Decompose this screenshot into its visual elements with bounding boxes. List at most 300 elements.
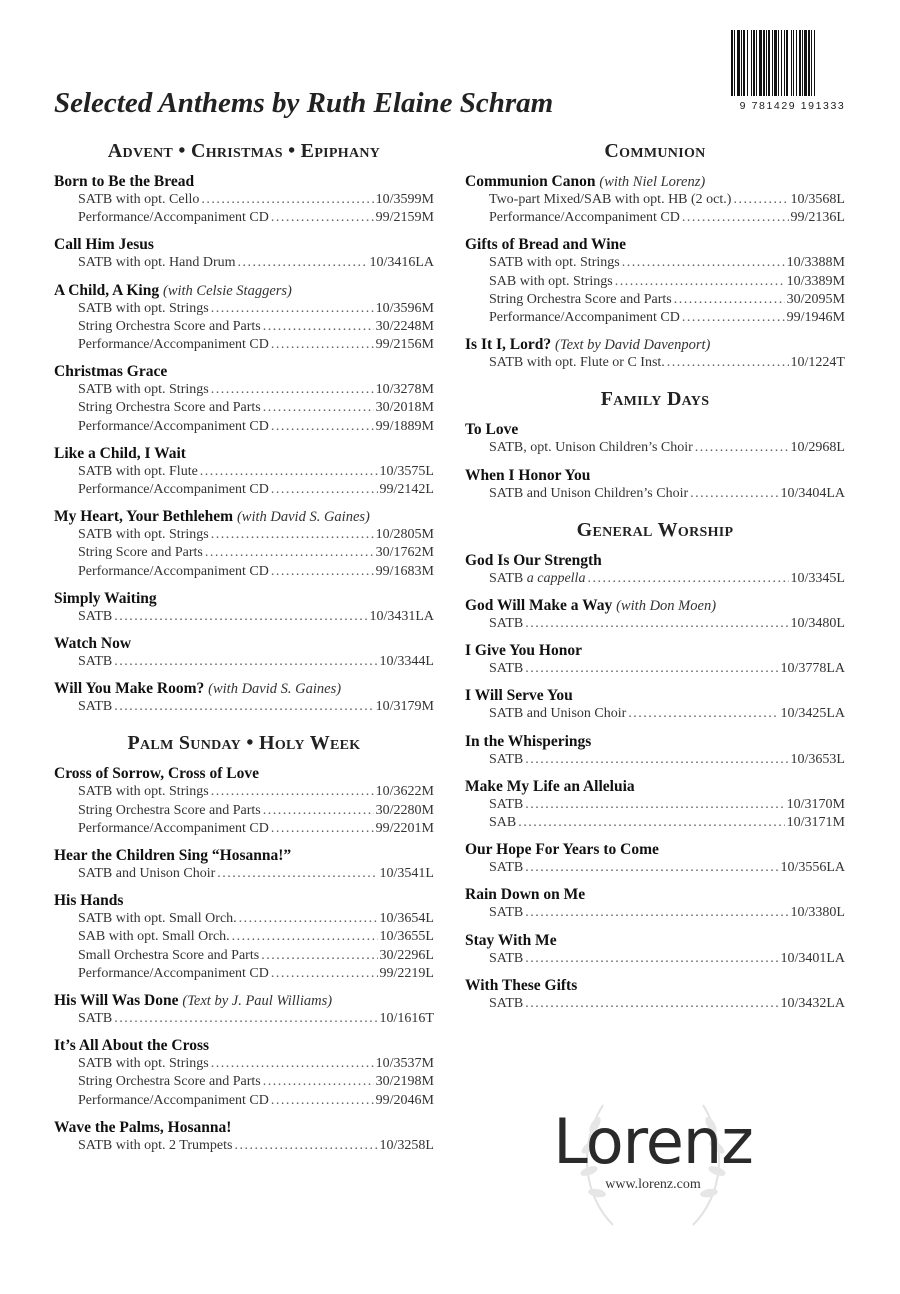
edition-voicing: SATB with opt. 2 Trumpets xyxy=(78,1137,233,1153)
edition-description xyxy=(78,254,236,272)
edition-number: 30/2248M xyxy=(375,318,434,334)
edition-description xyxy=(78,865,215,883)
barcode-bar xyxy=(751,30,752,96)
anthem-credit: (Text by J. Paul Williams) xyxy=(182,993,333,1010)
edition-description xyxy=(78,947,259,965)
edition-voicing: SATB xyxy=(489,905,524,921)
anthem-title: With These Gifts xyxy=(465,976,578,994)
anthem-entry xyxy=(54,363,434,436)
edition-voicing: Performance/Accompaniment CD xyxy=(78,820,269,836)
edition-voicing: Performance/Accompaniment CD xyxy=(78,210,269,226)
dot-leader xyxy=(587,570,788,588)
edition-description xyxy=(78,1010,112,1028)
edition-description xyxy=(78,191,199,209)
edition-voicing: SATB with opt. Flute or C Inst. xyxy=(489,355,665,371)
edition-row xyxy=(465,191,845,209)
edition-number: 10/3278M xyxy=(375,382,434,398)
anthem-title-line xyxy=(465,778,845,796)
dot-leader xyxy=(622,254,785,272)
edition-description xyxy=(489,485,688,503)
edition-description xyxy=(78,820,269,838)
edition-voicing: SATB with opt. Strings xyxy=(78,1056,209,1072)
anthem-title: Like a Child, I Wait xyxy=(54,444,186,462)
anthem-entry xyxy=(54,1037,434,1110)
edition-number: 99/1946M xyxy=(786,310,845,326)
anthem-entry xyxy=(54,892,434,983)
anthem-title-line xyxy=(54,992,434,1010)
dot-leader xyxy=(682,209,789,227)
anthem-entry xyxy=(465,886,845,922)
edition-number: 10/3425LA xyxy=(780,706,845,722)
dot-leader xyxy=(518,814,784,832)
barcode-digits: 9 781429 191333 xyxy=(739,100,846,112)
barcode xyxy=(730,30,855,118)
dot-leader xyxy=(211,300,374,318)
anthem-credit: (with Niel Lorenz) xyxy=(599,174,706,190)
dot-leader xyxy=(271,563,374,581)
barcode-bar xyxy=(796,30,797,96)
edition-row xyxy=(465,859,845,877)
edition-row xyxy=(465,705,845,723)
anthem-entry xyxy=(54,1119,434,1155)
dot-leader xyxy=(628,705,778,723)
edition-number: 10/3480L xyxy=(790,616,845,632)
dot-leader xyxy=(263,1073,374,1091)
edition-voicing: SATB and Unison Children’s Choir xyxy=(489,485,689,501)
edition-voicing: SATB xyxy=(489,661,524,677)
edition-number: 10/3258L xyxy=(379,1137,434,1153)
edition-description xyxy=(78,318,261,336)
edition-number: 10/3432LA xyxy=(780,995,845,1011)
edition-number: 10/3622M xyxy=(375,784,434,800)
anthem-title-line xyxy=(465,421,845,439)
edition-description xyxy=(78,481,269,499)
edition-voicing: SATB xyxy=(489,950,524,966)
edition-description xyxy=(78,965,269,983)
dot-leader xyxy=(211,1055,374,1073)
barcode-bar xyxy=(814,30,815,96)
barcode-bar xyxy=(781,30,782,96)
dot-leader xyxy=(271,418,374,436)
edition-description xyxy=(489,209,680,227)
edition-voicing: SATB, opt. Unison Children’s Choir xyxy=(489,440,693,456)
edition-row xyxy=(54,463,434,481)
edition-row xyxy=(54,947,434,965)
edition-number: 10/3596M xyxy=(375,300,434,316)
edition-voicing: String Orchestra Score and Parts xyxy=(78,802,261,818)
edition-number: 10/3541L xyxy=(379,866,434,882)
anthem-title-line xyxy=(465,886,845,904)
anthem-title: Born to Be the Bread xyxy=(54,173,195,190)
dot-leader xyxy=(205,544,374,562)
edition-voicing: SATB xyxy=(78,608,113,624)
edition-row xyxy=(465,254,845,272)
edition-description xyxy=(78,608,112,626)
dot-leader xyxy=(263,399,374,417)
anthem-credit: (with David S. Gaines) xyxy=(236,509,370,526)
anthem-title: Call Him Jesus xyxy=(54,236,154,254)
anthem-entry xyxy=(54,992,434,1028)
anthem-title: Our Hope For Years to Come xyxy=(465,841,659,859)
edition-description xyxy=(78,209,269,227)
anthem-title: Is It I, Lord? xyxy=(465,336,552,354)
edition-description xyxy=(489,814,516,832)
anthem-title: Make My Life an Alleluia xyxy=(465,777,635,795)
dot-leader xyxy=(263,318,374,336)
anthem-title-line xyxy=(54,236,434,254)
section xyxy=(54,138,434,716)
anthem-entry xyxy=(54,236,434,272)
anthem-entry xyxy=(54,173,434,227)
barcode-bar xyxy=(756,30,757,96)
anthem-entry xyxy=(465,932,845,968)
barcode-bar xyxy=(772,30,773,96)
anthem-title-line xyxy=(54,680,434,698)
edition-number: 10/3171M xyxy=(786,815,845,831)
anthem-title-line xyxy=(465,552,845,570)
anthem-title-line xyxy=(54,1037,434,1055)
anthem-entry xyxy=(54,445,434,499)
edition-voicing: Performance/Accompaniment CD xyxy=(489,210,680,226)
edition-number: 99/2136L xyxy=(790,210,845,226)
section xyxy=(465,386,845,502)
anthem-title-line xyxy=(54,173,434,191)
edition-description xyxy=(78,698,112,716)
edition-description xyxy=(78,1055,209,1073)
edition-number: 30/2018M xyxy=(375,400,434,416)
edition-voicing: SATB and Unison Choir xyxy=(489,706,627,722)
section-title: Family Days xyxy=(600,388,710,411)
edition-number: 10/3599M xyxy=(375,192,434,207)
barcode-bar xyxy=(763,30,765,96)
publisher-logo xyxy=(548,1085,758,1235)
anthem-entry xyxy=(465,778,845,832)
edition-description xyxy=(78,783,209,801)
anthem-title-line xyxy=(465,336,845,354)
edition-number: 10/3388M xyxy=(786,255,845,271)
dot-leader xyxy=(234,1137,377,1155)
edition-row xyxy=(465,354,845,372)
edition-row xyxy=(54,526,434,544)
anthem-entry xyxy=(465,173,845,227)
edition-row xyxy=(465,904,845,922)
edition-row xyxy=(54,481,434,499)
edition-voicing: SATB with opt. Cello xyxy=(78,192,200,207)
anthem-title: God Is Our Strength xyxy=(465,551,602,569)
edition-description xyxy=(489,309,680,327)
edition-description xyxy=(78,418,269,436)
edition-row xyxy=(465,309,845,327)
edition-number: 30/1762M xyxy=(375,545,434,561)
dot-leader xyxy=(201,191,373,209)
edition-description xyxy=(78,653,112,671)
anthem-title: When I Honor You xyxy=(465,466,591,484)
edition-row xyxy=(54,802,434,820)
edition-voicing: Performance/Accompaniment CD xyxy=(78,1092,269,1108)
anthem-title-line xyxy=(54,1119,434,1137)
edition-row xyxy=(465,273,845,291)
barcode-bar xyxy=(808,30,810,96)
anthem-entry xyxy=(54,282,434,355)
anthem-entry xyxy=(54,680,434,716)
anthem-title-line xyxy=(54,847,434,865)
edition-voicing: SATB xyxy=(489,616,524,632)
dot-leader xyxy=(217,865,377,883)
edition-number: 99/2156M xyxy=(375,337,434,353)
edition-number: 10/3575L xyxy=(379,463,434,479)
dot-leader xyxy=(114,608,367,626)
dot-leader xyxy=(271,209,374,227)
dot-leader xyxy=(211,381,374,399)
dot-leader xyxy=(271,1092,374,1110)
anthem-title: In the Whisperings xyxy=(465,732,592,750)
dot-leader xyxy=(690,485,778,503)
anthem-title: Cross of Sorrow, Cross of Love xyxy=(54,765,259,783)
edition-number: 10/3380L xyxy=(790,905,845,921)
edition-voicing: SATB with opt. Strings xyxy=(78,527,209,543)
section-title: Communion xyxy=(604,140,706,162)
edition-row xyxy=(465,291,845,309)
dot-leader xyxy=(200,463,378,481)
edition-number: 10/3653L xyxy=(790,751,845,767)
edition-row xyxy=(54,865,434,883)
edition-number: 10/3344L xyxy=(379,654,434,670)
edition-description xyxy=(78,1073,261,1091)
section-title: Advent • Christmas • Epiphany xyxy=(107,140,381,162)
edition-voicing: Two-part Mixed/SAB with opt. HB (2 oct.) xyxy=(489,192,732,207)
edition-number: 30/2095M xyxy=(786,291,845,307)
edition-row xyxy=(54,783,434,801)
anthem-entry xyxy=(54,847,434,883)
edition-description xyxy=(78,381,209,399)
edition-voicing: SAB with opt. Small Orch. xyxy=(78,929,230,945)
anthem-title-line xyxy=(465,932,845,950)
anthem-entry xyxy=(465,841,845,877)
dot-leader xyxy=(525,796,784,814)
edition-row xyxy=(465,439,845,457)
barcode-bar xyxy=(804,30,807,96)
left-column xyxy=(54,138,434,1155)
dot-leader xyxy=(525,950,778,968)
anthem-title: His Hands xyxy=(54,892,124,910)
anthem-credit: (with Celsie Staggers) xyxy=(162,282,292,299)
edition-description xyxy=(489,254,620,272)
edition-number: 10/3431LA xyxy=(369,608,434,624)
edition-row xyxy=(54,399,434,417)
edition-number: 10/1616T xyxy=(379,1011,434,1027)
edition-number: 30/2198M xyxy=(375,1074,434,1090)
anthem-entry xyxy=(465,236,845,327)
edition-number: 10/3416LA xyxy=(369,255,434,271)
edition-voicing: SATB with opt. Small Orch. xyxy=(78,911,237,927)
edition-voicing: SATB xyxy=(489,570,524,586)
barcode-bar xyxy=(811,30,812,96)
edition-number: 10/3389M xyxy=(786,273,845,289)
edition-voicing: Performance/Accompaniment CD xyxy=(78,482,269,498)
edition-description xyxy=(78,1092,269,1110)
edition-row xyxy=(54,209,434,227)
barcode-bar xyxy=(778,30,779,96)
anthem-title: It’s All About the Cross xyxy=(54,1037,210,1055)
barcode-bar xyxy=(786,30,788,96)
anthem-title: Hear the Children Sing “Hosanna!” xyxy=(54,847,292,865)
barcode-bar xyxy=(734,30,735,96)
anthem-entry xyxy=(465,597,845,633)
edition-voicing: Small Orchestra Score and Parts xyxy=(78,947,260,963)
barcode-bar xyxy=(759,30,762,96)
anthem-title-line xyxy=(54,363,434,381)
section-title: Palm Sunday • Holy Week xyxy=(127,732,361,755)
anthem-entry xyxy=(465,733,845,769)
edition-voicing: Performance/Accompaniment CD xyxy=(489,310,680,326)
edition-row xyxy=(54,563,434,581)
barcode-bar xyxy=(743,30,745,96)
edition-description xyxy=(489,191,731,209)
edition-row xyxy=(54,1073,434,1091)
anthem-title-line xyxy=(54,635,434,653)
barcode-bar xyxy=(753,30,755,96)
edition-voicing: SATB with opt. Strings xyxy=(489,255,620,271)
edition-number: 10/3345L xyxy=(790,570,845,586)
dot-leader xyxy=(261,947,377,965)
edition-number: 10/3401LA xyxy=(780,950,845,966)
edition-row xyxy=(54,965,434,983)
edition-description xyxy=(489,950,523,968)
edition-voicing: SATB xyxy=(78,654,113,670)
edition-row xyxy=(54,928,434,946)
dot-leader xyxy=(271,820,374,838)
edition-row xyxy=(465,570,845,588)
dot-leader xyxy=(525,995,778,1013)
edition-description xyxy=(489,660,523,678)
edition-number: 10/3179M xyxy=(375,699,434,715)
dot-leader xyxy=(211,526,374,544)
anthem-title: Simply Waiting xyxy=(54,589,157,607)
anthem-title-line xyxy=(465,687,845,705)
anthem-title-line xyxy=(465,841,845,859)
anthem-entry xyxy=(465,552,845,588)
dot-leader xyxy=(232,928,378,946)
edition-row xyxy=(465,950,845,968)
dot-leader xyxy=(615,273,785,291)
section xyxy=(465,138,845,372)
barcode-bar xyxy=(774,30,777,96)
edition-row xyxy=(465,751,845,769)
barcode-bar xyxy=(802,30,803,96)
edition-row xyxy=(54,698,434,716)
anthem-entry xyxy=(465,336,845,372)
dot-leader xyxy=(674,291,785,309)
edition-voicing: SATB with opt. Strings xyxy=(78,300,209,316)
edition-voicing: SATB and Unison Choir xyxy=(78,866,216,882)
barcode-bar xyxy=(791,30,792,96)
edition-number: 30/2280M xyxy=(375,802,434,818)
dot-leader xyxy=(525,751,788,769)
edition-number: 99/2201M xyxy=(375,820,434,836)
edition-description xyxy=(489,751,523,769)
edition-row xyxy=(54,418,434,436)
anthem-title-line xyxy=(465,733,845,751)
anthem-entry xyxy=(465,642,845,678)
anthem-title: Stay With Me xyxy=(465,931,557,949)
edition-number: 99/1889M xyxy=(375,418,434,434)
dot-leader xyxy=(271,481,378,499)
edition-voicing: SATB xyxy=(78,1011,113,1027)
dot-leader xyxy=(525,615,788,633)
anthem-entry xyxy=(465,467,845,503)
anthem-title: Watch Now xyxy=(54,635,132,653)
edition-description xyxy=(489,995,523,1013)
edition-number: 10/3556LA xyxy=(780,860,845,876)
edition-row xyxy=(465,995,845,1013)
edition-row xyxy=(465,814,845,832)
dot-leader xyxy=(733,191,788,209)
barcode-bar xyxy=(741,30,742,96)
edition-voicing: SATB with opt. Hand Drum xyxy=(78,255,236,271)
anthem-credit: (with David S. Gaines) xyxy=(208,681,342,698)
dot-leader xyxy=(667,354,789,372)
edition-description xyxy=(489,796,523,814)
anthem-title: Will You Make Room? xyxy=(54,680,205,698)
anthem-title: To Love xyxy=(465,421,519,439)
edition-description xyxy=(78,399,261,417)
barcode-bar xyxy=(784,30,785,96)
anthem-title-line xyxy=(465,173,845,191)
edition-voicing: String Score and Parts xyxy=(78,545,203,561)
anthem-credit: (with Don Moen) xyxy=(616,598,717,615)
edition-voicing: SATB xyxy=(489,796,524,812)
logo-url: www.lorenz.com xyxy=(605,1177,701,1192)
edition-row xyxy=(54,318,434,336)
edition-number: 30/2296L xyxy=(379,947,434,963)
dot-leader xyxy=(114,698,373,716)
edition-row xyxy=(465,485,845,503)
anthem-entry xyxy=(465,687,845,723)
edition-voicing: SATB with opt. Strings xyxy=(78,382,209,398)
edition-description xyxy=(78,563,269,581)
edition-voicing: Performance/Accompaniment CD xyxy=(78,965,269,981)
section xyxy=(54,730,434,1155)
anthem-credit: (Text by David Davenport) xyxy=(555,337,711,354)
edition-voicing: SATB with opt. Flute xyxy=(78,463,198,479)
edition-description xyxy=(78,526,209,544)
edition-voicing: Performance/Accompaniment CD xyxy=(78,563,269,579)
edition-description xyxy=(489,904,523,922)
edition-description xyxy=(489,354,665,372)
barcode-bar xyxy=(737,30,740,96)
anthem-title-line xyxy=(54,445,434,463)
edition-voicing: String Orchestra Score and Parts xyxy=(78,400,261,416)
dot-leader xyxy=(525,660,778,678)
edition-row xyxy=(54,653,434,671)
anthem-title: My Heart, Your Bethlehem xyxy=(54,508,234,526)
anthem-title: Communion Canon xyxy=(465,173,596,190)
dot-leader xyxy=(114,653,377,671)
barcode-bar xyxy=(793,30,794,96)
anthem-entry xyxy=(54,765,434,838)
anthem-title-line xyxy=(54,590,434,608)
edition-row xyxy=(54,910,434,928)
dot-leader xyxy=(271,965,378,983)
edition-number: 10/3655L xyxy=(379,929,434,945)
edition-description xyxy=(489,291,672,309)
anthem-title: Rain Down on Me xyxy=(465,886,586,904)
edition-number: 10/3404LA xyxy=(780,485,845,501)
edition-number: 10/3654L xyxy=(379,911,434,927)
anthem-title: I Will Serve You xyxy=(465,687,573,705)
anthem-title-line xyxy=(465,236,845,254)
section xyxy=(465,517,845,1013)
